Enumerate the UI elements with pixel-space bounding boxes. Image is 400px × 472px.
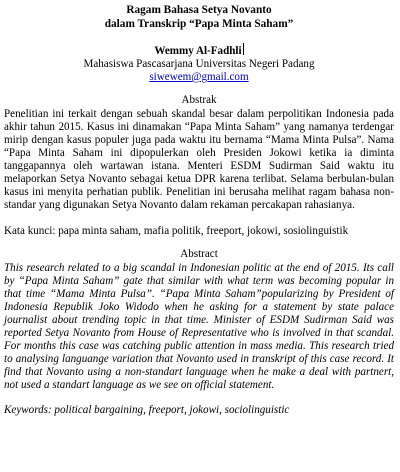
keywords-id: Kata kunci: papa minta saham, mafia politik, freeport, jokowi, sosiolinguistik xyxy=(4,225,349,237)
paper-title-line1: Ragam Bahasa Setya Novanto xyxy=(126,4,272,16)
author-email-row xyxy=(4,71,394,84)
author-email-link[interactable]: siwewem@gmail.com xyxy=(149,71,249,83)
abstract-en-heading: Abstract xyxy=(180,248,218,260)
abstract-id-heading: Abstrak xyxy=(181,94,217,106)
abstract-en-text: This research related to a big scandal in Indonesian politic at the end of 2015. Its call by “Papa Minta Saham” gate that similar with what term was becoming popular in that time “Mama Minta Pulsa”. “Papa Minta Saham”popularizing by President of Indonesia Republik Joko Widodo when he asking for a statement by state palace journalist about trending topic in that time. Minister of ESDM Sudirman Said was reported Setya Novanto from House of Representative who is involved in that scandal. For months this case was catching public attention in mass media. This research tried to analysing languange variation that Novanto used in transkript of this case record. It find that Novanto using a non-standart language when he make a deal with partnert, not used a standart language as we see on official statement. xyxy=(4,262,394,391)
text-cursor xyxy=(243,43,244,55)
author-name: Wemmy Al-Fadhli xyxy=(154,45,242,57)
abstract-id-text: Penelitian ini terkait dengan sebuah skandal besar dalam perpolitikan Indonesia pada akhir tahun 2015. Kasus ini dinamakan “Papa Minta Saham” yang namanya terdengar mirip dengan kasus populer juga pada waktu itu bernama “Mama Minta Pulsa”. Nama “Papa Minta Saham ini dipopulerkan oleh Presiden Jokowi ketika ia diminta tanggapannya oleh wartawan istana. Menteri ESDM Sudirman Said waktu itu melaporkan Setya Novanto sebagai ketua DPR karena terlibat. Selama berbulan-bulan kasus ini menyita perhatian publik. Penelitian ini berusaha melihat ragam bahasa non-standar yang digunakan Setya Novanto dalam rekaman percakapan rahasianya. xyxy=(4,108,394,211)
author-affiliation: Mahasiswa Pascasarjana Universitas Negeri Padang xyxy=(83,58,315,70)
author-block xyxy=(4,43,394,58)
paper-title-line2: dalam Transkrip “Papa Minta Saham” xyxy=(104,18,294,30)
keywords-en: Keywords: political bargaining, freeport, jokowi, sociolinguistic xyxy=(4,404,290,416)
